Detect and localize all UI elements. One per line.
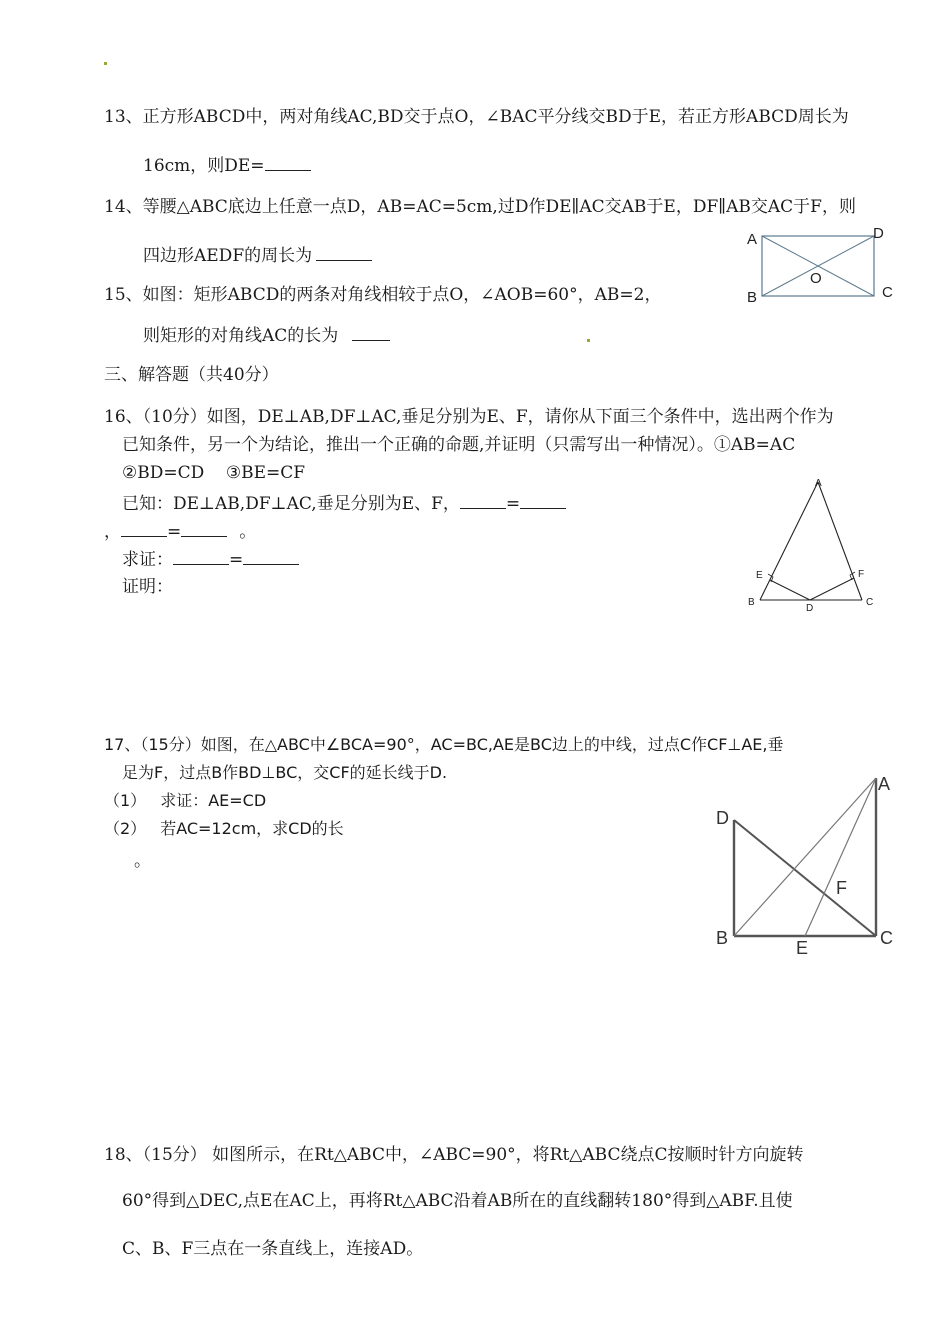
figure-isosceles-triangle xyxy=(742,474,882,614)
q16-comma: ， xyxy=(104,522,121,542)
label-d: D xyxy=(806,603,814,614)
q16-prove xyxy=(122,548,299,571)
segment-ae xyxy=(805,778,876,936)
q15-line2 xyxy=(143,324,390,347)
q17-line2: 足为F，过点B作BD⊥BC，交CF的延长线于D. xyxy=(122,763,448,782)
stray-mark xyxy=(587,339,590,342)
q18-line3: C、B、F三点在一条直线上，连接AD。 xyxy=(122,1239,424,1259)
label-d: D xyxy=(716,808,729,828)
q16-known-blank-1[interactable] xyxy=(460,492,506,509)
q17-part2-text: 若AC=12cm，求CD的长 xyxy=(160,819,344,838)
q16-eq2: = xyxy=(167,522,182,542)
q18-line2: 60°得到△DEC,点E在AC上，再将Rt△ABC沿着AB所在的直线翻转180°得到△ABF.且使 xyxy=(122,1191,793,1211)
q16-prove-blank-2[interactable] xyxy=(243,548,299,565)
q16-known-blank-2[interactable] xyxy=(520,492,566,509)
label-c: C xyxy=(866,597,874,608)
q17-part1-number: （1） xyxy=(104,791,147,810)
q17-part2-number: （2） xyxy=(104,819,147,838)
q15-line2-text: 则矩形的对角线AC的长为 xyxy=(143,326,339,346)
q16-line1: 16、（10分）如图，DE⊥AB,DF⊥AC,垂足分别为E、F，请你从下面三个条件中，选出两个作为 xyxy=(104,407,834,427)
label-e: E xyxy=(756,570,763,581)
q17-line1: 17、（15分）如图，在△ABC中∠BCA=90°，AC=BC,AE是BC边上的中线，过点C作CF⊥AE,垂 xyxy=(104,735,784,754)
q17-part1 xyxy=(104,790,266,812)
label-o: O xyxy=(810,270,822,287)
q13-line1: 13、正方形ABCD中，两对角线AC,BD交于点O，∠BAC平分线交BD于E，若正方形ABCD周长为 xyxy=(104,107,849,127)
label-b: B xyxy=(748,597,755,608)
segment-ab xyxy=(734,778,876,936)
q14-line1: 14、等腰△ABC底边上任意一点D，AB=AC=5cm,过D作DE∥AC交AB于E，DF∥AB交AC于F，则 xyxy=(104,197,856,217)
q14-line2-text: 四边形AEDF的周长为 xyxy=(143,246,313,266)
q14-line2 xyxy=(143,244,372,267)
q16-line3: ②BD=CD ③BE=CF xyxy=(122,463,306,483)
label-b: B xyxy=(747,289,758,304)
q17-part1-text: 求证：AE=CD xyxy=(160,791,267,810)
side-ac xyxy=(818,482,865,600)
q16-known-blank-4[interactable] xyxy=(181,520,227,537)
q16-proof-label: 证明： xyxy=(122,577,173,597)
q17-stray-dot: 。 xyxy=(134,851,151,871)
q16-period: 。 xyxy=(239,522,257,542)
q16-eq3: = xyxy=(229,550,244,570)
q16-known xyxy=(122,492,566,515)
q16-line2: 已知条件，另一个为结论，推出一个正确的命题,并证明（只需写出一种情况）。①AB=AC xyxy=(122,435,796,455)
q16-eq1: = xyxy=(505,494,521,514)
label-d: D xyxy=(873,225,884,242)
q18-line1: 18、（15分） 如图所示，在Rt△ABC中，∠ABC=90°，将Rt△ABC绕点C按顺时针方向旋转 xyxy=(104,1145,804,1165)
segment-dc xyxy=(734,820,876,936)
section-3-heading: 三、解答题（共40分） xyxy=(104,365,279,385)
figure-right-triangle xyxy=(706,768,906,958)
label-c: C xyxy=(880,928,893,948)
q16-prove-label: 求证： xyxy=(122,550,173,570)
label-a: A xyxy=(815,478,822,489)
label-e: E xyxy=(796,938,809,958)
q16-known-cont xyxy=(104,520,256,543)
q16-prove-blank-1[interactable] xyxy=(173,548,229,565)
q16-known-blank-3[interactable] xyxy=(121,520,167,537)
figure-rectangle xyxy=(742,224,902,304)
label-a: A xyxy=(878,774,891,794)
label-f: F xyxy=(858,569,865,580)
segment-de xyxy=(770,580,810,600)
q13-answer-blank[interactable] xyxy=(265,154,311,171)
q15-line1: 15、如图：矩形ABCD的两条对角线相较于点O，∠AOB=60°，AB=2， xyxy=(104,285,662,305)
label-c: C xyxy=(882,284,893,301)
segment-df xyxy=(810,578,854,600)
label-b: B xyxy=(716,928,729,948)
side-ab xyxy=(760,482,818,600)
q17-part2 xyxy=(104,818,344,840)
q14-answer-blank[interactable] xyxy=(316,244,372,261)
q15-answer-blank[interactable] xyxy=(352,324,390,341)
stray-mark xyxy=(104,62,107,65)
q16-known-text: 已知：DE⊥AB,DF⊥AC,垂足分别为E、F， xyxy=(122,494,460,514)
q13-line2 xyxy=(143,154,311,177)
q13-line2-text: 16cm，则DE= xyxy=(143,156,265,176)
label-a: A xyxy=(747,231,758,248)
label-f: F xyxy=(836,878,847,898)
